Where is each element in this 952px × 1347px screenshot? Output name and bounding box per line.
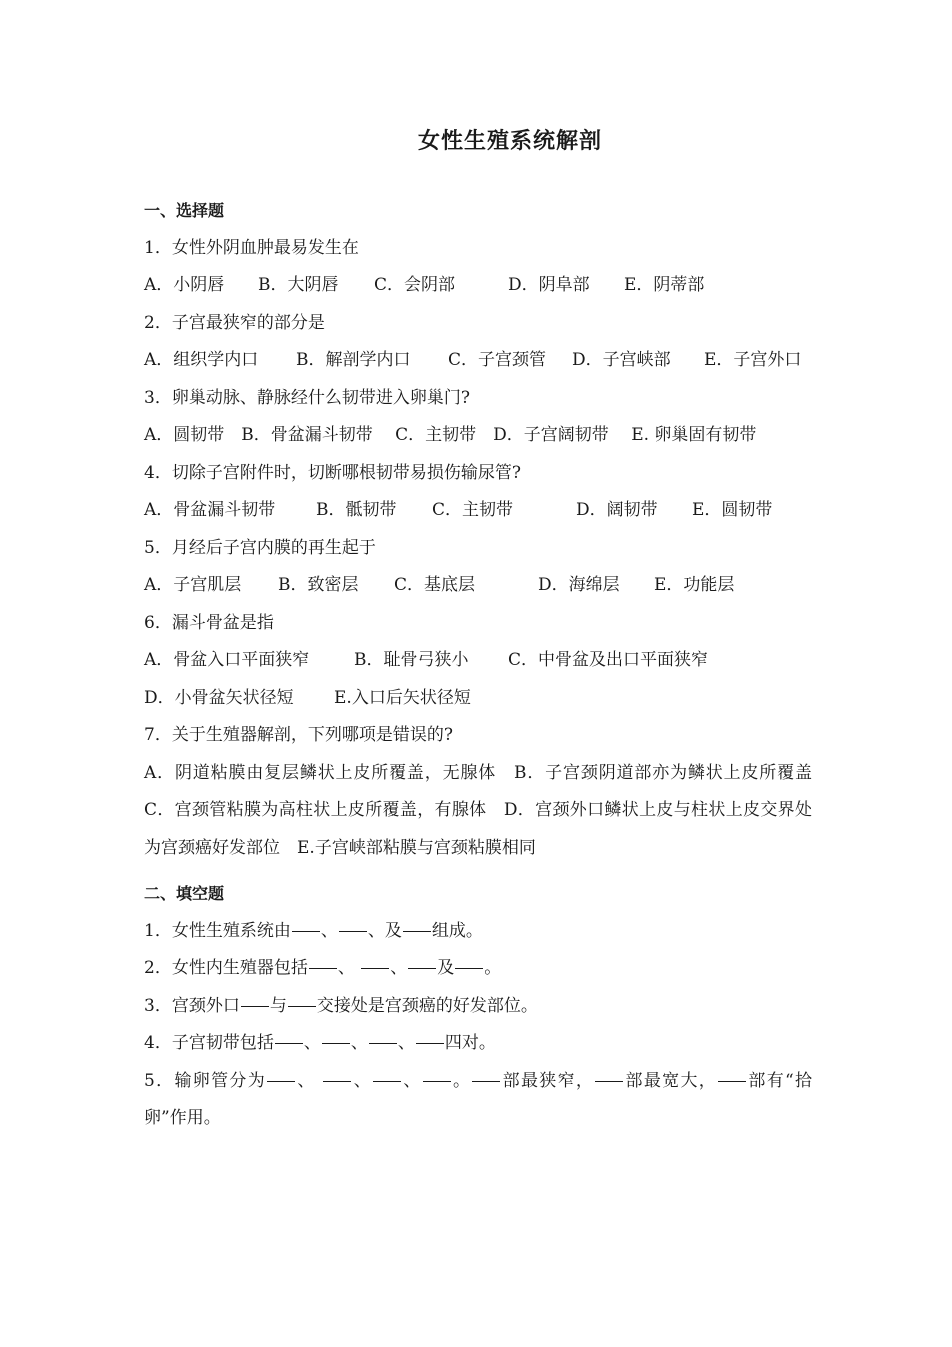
option-b: B．解剖学内口 bbox=[296, 350, 411, 370]
option-a: A．组织学内口 bbox=[144, 350, 259, 370]
option-e: E．圆韧带 bbox=[692, 500, 773, 520]
text: 、 bbox=[402, 1070, 422, 1091]
fill-question bbox=[144, 1025, 812, 1063]
text: 。 bbox=[484, 958, 502, 978]
question-options bbox=[144, 492, 812, 530]
question-options bbox=[144, 567, 812, 605]
option-d: D．阴阜部 bbox=[508, 275, 590, 295]
question-options: A．圆韧带 B．骨盆漏斗韧带 C．主韧带 D．子宫阔韧带 E. 卵巢固有韧带 bbox=[144, 425, 757, 445]
option-e: E．阴蒂部 bbox=[624, 275, 705, 295]
blank bbox=[309, 967, 337, 969]
text: 及 bbox=[437, 958, 455, 978]
question-options bbox=[144, 342, 812, 380]
blank bbox=[595, 1080, 623, 1082]
option-e: E．子宫外口 bbox=[704, 350, 802, 370]
text: 5．输卵管分为 bbox=[144, 1070, 267, 1091]
text: 3．宫颈外口 bbox=[144, 995, 240, 1016]
fill-question bbox=[144, 1063, 812, 1138]
text: 、 bbox=[296, 1070, 323, 1091]
text: 4．子宫韧带包括 bbox=[144, 1033, 274, 1053]
question-stem: 5．月经后子宫内膜的再生起于 bbox=[144, 537, 376, 558]
question-stem: 7．关于生殖器解剖，下列哪项是错误的? bbox=[144, 725, 453, 745]
option-e: E．功能层 bbox=[654, 575, 735, 595]
text: 、及 bbox=[367, 920, 402, 941]
option-b: B．骶韧带 bbox=[316, 500, 397, 520]
option-b: B．致密层 bbox=[278, 575, 359, 595]
section-heading-fill: 二、填空题 bbox=[144, 884, 225, 903]
blank bbox=[292, 930, 320, 932]
option-c: C．会阴部 bbox=[374, 275, 456, 295]
blank bbox=[373, 1080, 401, 1082]
option-a: A．骨盆入口平面狭窄 bbox=[144, 650, 310, 670]
blank bbox=[241, 1005, 269, 1007]
text: 、 bbox=[397, 1033, 415, 1053]
question-stem: 2．子宫最狭窄的部分是 bbox=[144, 312, 325, 333]
text: 。 bbox=[451, 1070, 472, 1091]
question-options bbox=[144, 642, 812, 680]
option-d: D．海绵层 bbox=[538, 575, 620, 595]
blank bbox=[455, 967, 483, 969]
fill-question bbox=[144, 950, 812, 988]
section-heading-choice: 一、选择题 bbox=[144, 201, 225, 220]
text: 部有“拾卵”作用。 bbox=[144, 1070, 813, 1128]
question-stem: 4．切除子宫附件时，切断哪根韧带易损伤输尿管? bbox=[144, 462, 521, 483]
blank bbox=[339, 930, 367, 932]
text: 部最狭窄， bbox=[501, 1070, 595, 1091]
option-c: C．主韧带 bbox=[432, 500, 514, 520]
blank bbox=[275, 1042, 303, 1044]
page-title: 女性生殖系统解剖 bbox=[417, 128, 602, 154]
text: 、 bbox=[390, 958, 408, 978]
option-d: D．子宫峡部 bbox=[572, 350, 671, 370]
option-c: C．基底层 bbox=[394, 575, 476, 595]
text: 、 bbox=[320, 920, 338, 941]
text: 、 bbox=[352, 1070, 373, 1091]
blank bbox=[403, 930, 431, 932]
option-a: A．子宫肌层 bbox=[144, 575, 242, 595]
question-stem: 3．卵巢动脉、静脉经什么韧带进入卵巢门? bbox=[144, 387, 470, 408]
text: 部最宽大， bbox=[624, 1070, 718, 1091]
question-options bbox=[144, 267, 812, 305]
blank bbox=[322, 1042, 350, 1044]
document-body bbox=[144, 192, 829, 1138]
blank bbox=[472, 1080, 500, 1082]
question-stem: 1．女性外阴血肿最易发生在 bbox=[144, 237, 359, 258]
text: 交接处是宫颈癌的好发部位。 bbox=[316, 995, 538, 1016]
question-stem: 6．漏斗骨盆是指 bbox=[144, 612, 274, 633]
option-a: A．骨盆漏斗韧带 bbox=[144, 500, 276, 520]
fill-question bbox=[144, 913, 812, 951]
text: 、 bbox=[350, 1033, 368, 1053]
option-b: B．大阴唇 bbox=[258, 275, 339, 295]
text: 组成。 bbox=[431, 920, 483, 941]
blank bbox=[408, 967, 436, 969]
question-options bbox=[144, 680, 812, 718]
fill-question bbox=[144, 988, 812, 1026]
text: 、 bbox=[303, 1033, 321, 1053]
text: 与 bbox=[269, 995, 287, 1016]
question-options: A．阴道粘膜由复层鳞状上皮所覆盖，无腺体 B．子宫颈阴道部亦为鳞状上皮所覆盖 C．宫颈管粘膜为高柱状上皮所覆盖，有腺体 D．宫颈外口鳞状上皮与柱状上皮交界处为宫颈癌好发部位 E.子宫峡部粘膜与宫颈粘膜相同 bbox=[144, 762, 829, 858]
option-d: D．阔韧带 bbox=[576, 500, 658, 520]
text: 1．女性生殖系统由 bbox=[144, 920, 291, 941]
blank bbox=[369, 1042, 397, 1044]
blank bbox=[423, 1080, 451, 1082]
option-d: D．小骨盆矢状径短 bbox=[144, 687, 294, 708]
option-b: B．耻骨弓狭小 bbox=[354, 650, 469, 670]
option-c: C．子宫颈管 bbox=[448, 350, 547, 370]
option-c: C．中骨盆及出口平面狭窄 bbox=[508, 650, 709, 670]
blank bbox=[267, 1080, 295, 1082]
text: 2．女性内生殖器包括 bbox=[144, 958, 308, 978]
text: 、 bbox=[337, 958, 361, 978]
option-a: A．小阴唇 bbox=[144, 275, 225, 295]
text: 四对。 bbox=[444, 1033, 496, 1053]
blank bbox=[718, 1080, 746, 1082]
blank bbox=[288, 1005, 316, 1007]
blank bbox=[361, 967, 389, 969]
blank bbox=[416, 1042, 444, 1044]
blank bbox=[323, 1080, 351, 1082]
option-e: E.入口后矢状径短 bbox=[334, 687, 471, 708]
